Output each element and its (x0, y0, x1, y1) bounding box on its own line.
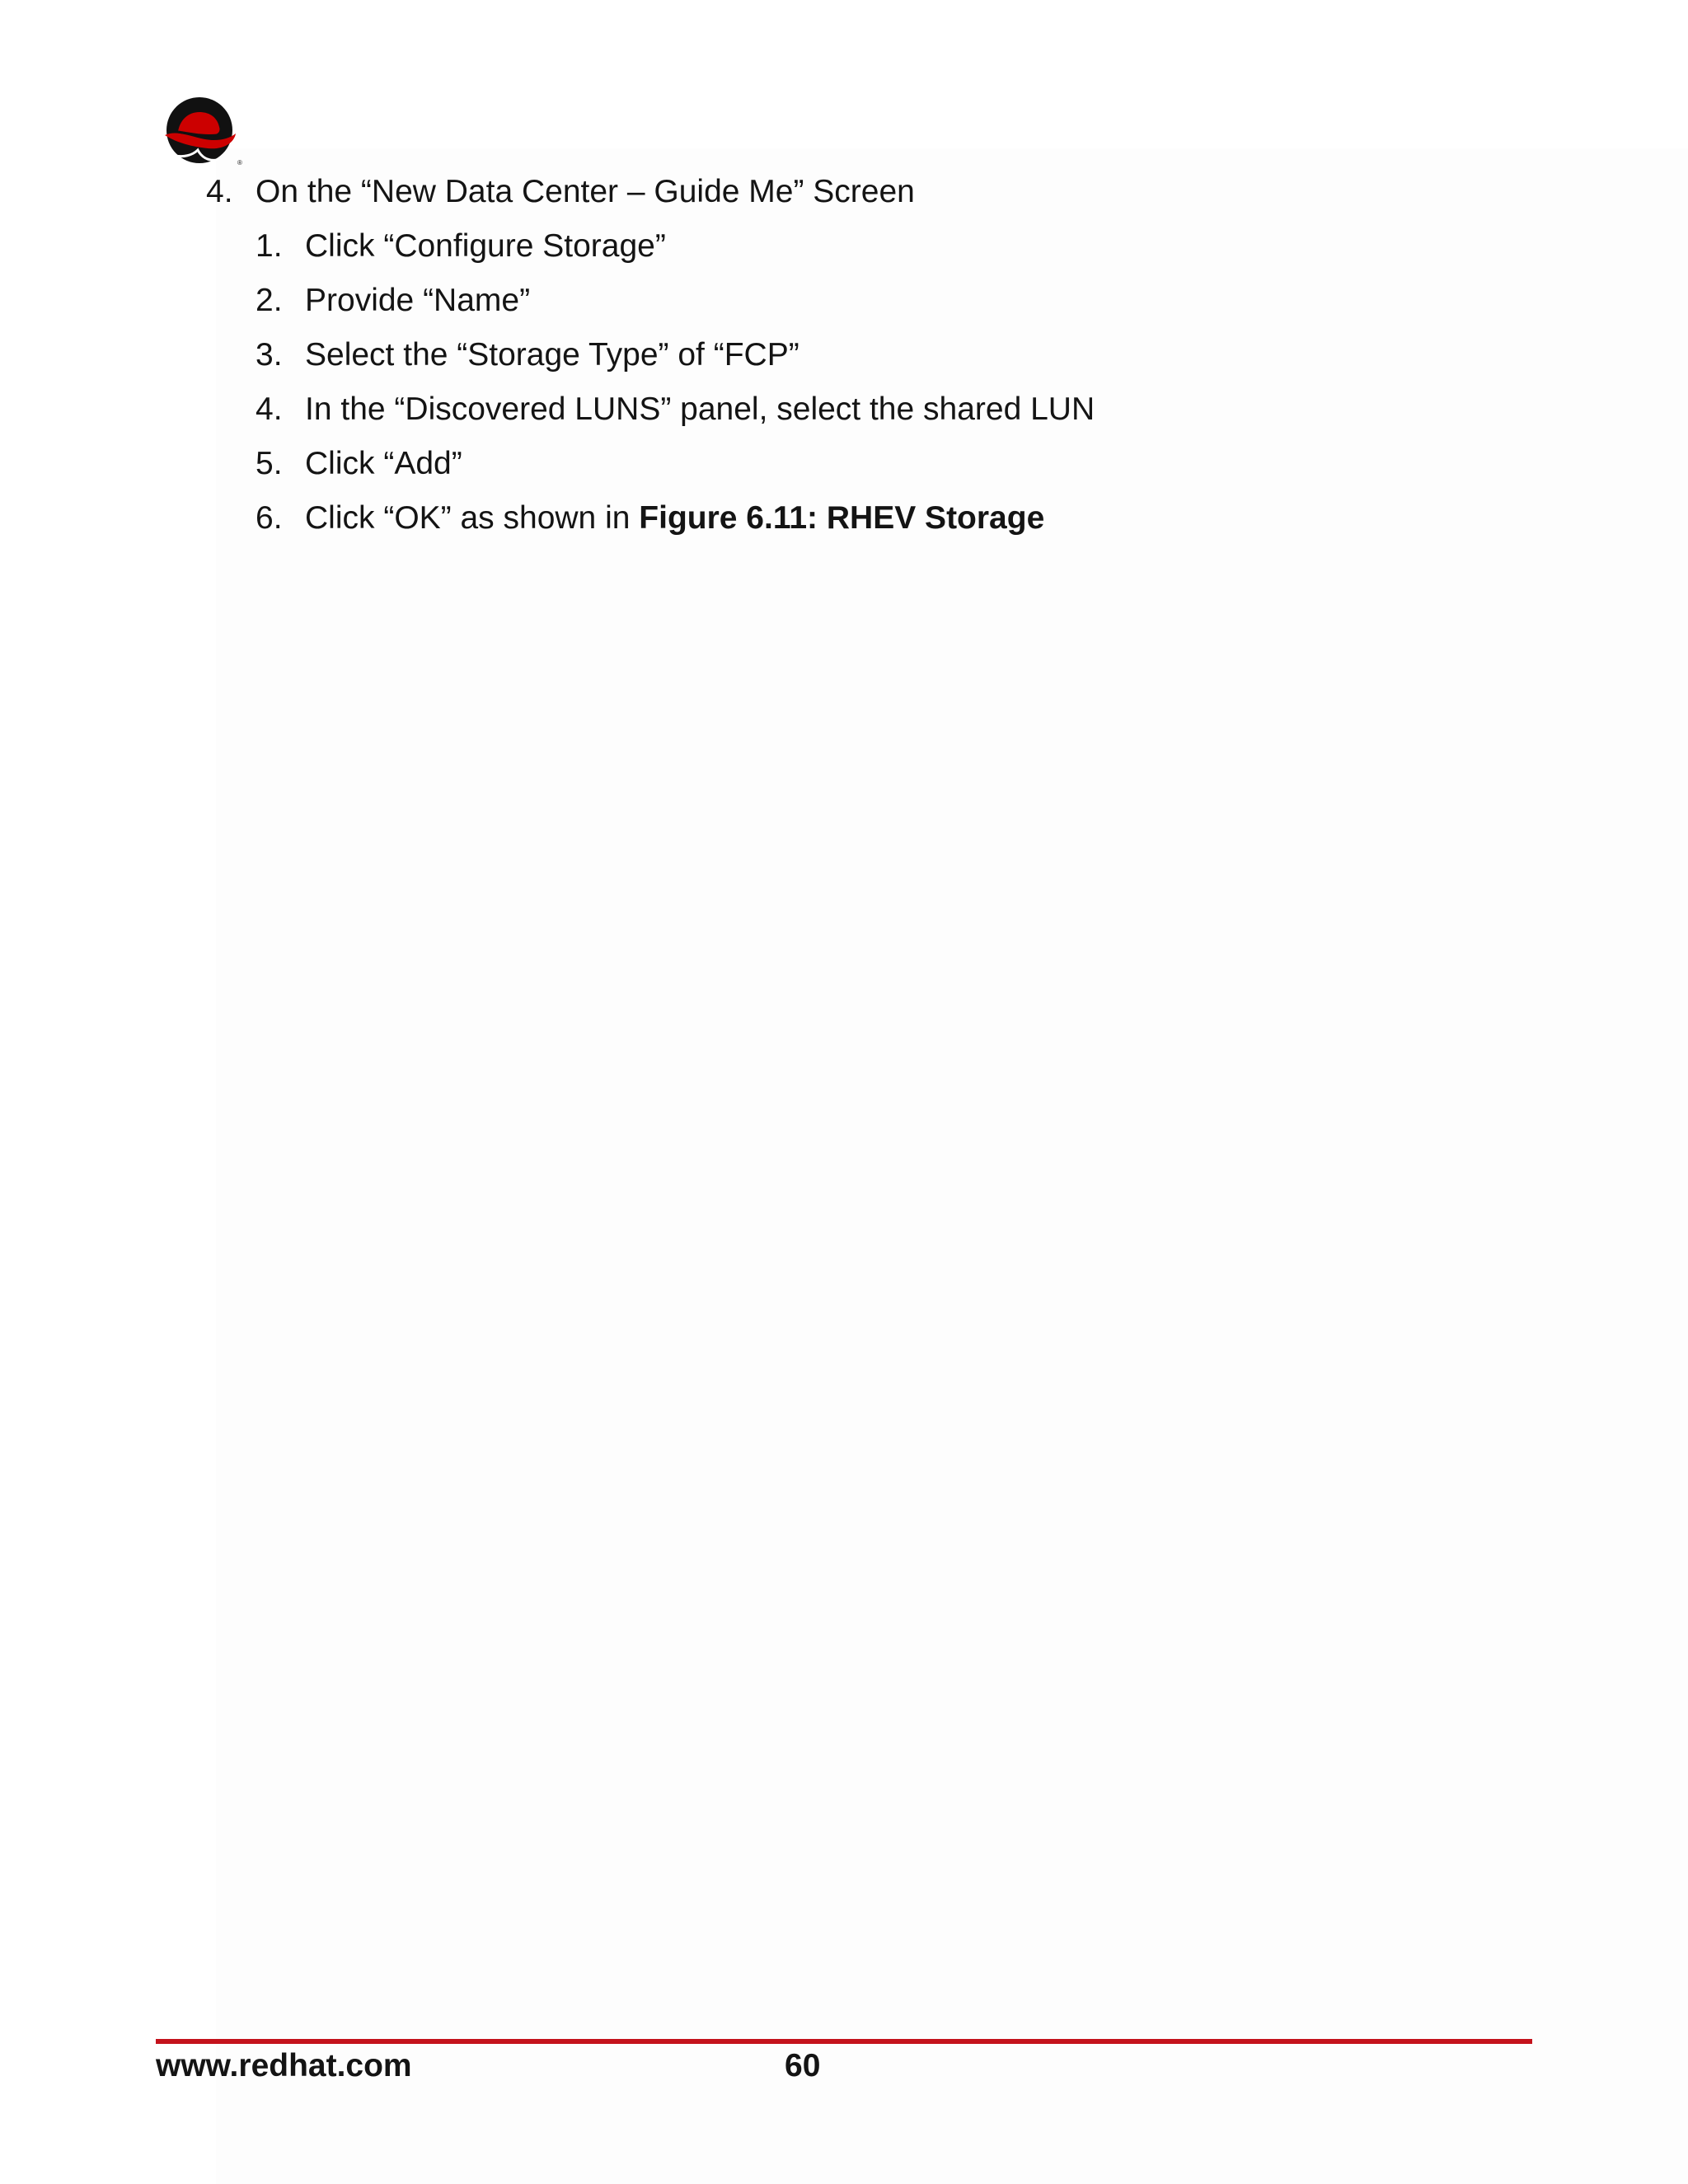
substep-number: 2. (256, 283, 283, 318)
substep-number: 5. (256, 446, 283, 481)
substep-text-plain: Click “OK” as shown in (305, 500, 640, 536)
substep-text: Select the “Storage Type” of “FCP” (305, 337, 799, 373)
substep-text (305, 499, 1044, 537)
footer-divider (156, 2039, 1532, 2044)
step-number: 4. (206, 174, 233, 209)
footer-url[interactable]: www.redhat.com (156, 2048, 412, 2083)
substep-number: 1. (256, 228, 283, 264)
registered-mark: ® (237, 159, 242, 166)
substep-number: 4. (256, 391, 283, 427)
red-hat-logo-icon (153, 97, 246, 168)
substep-text: Provide “Name” (305, 283, 531, 318)
page-number: 60 (785, 2048, 821, 2083)
substep-number: 3. (256, 337, 283, 373)
step-text: On the “New Data Center – Guide Me” Screen (256, 174, 915, 209)
substep-text: Click “Add” (305, 446, 462, 481)
substep-text: In the “Discovered LUNS” panel, select the shared LUN (305, 391, 1095, 427)
substep-number: 6. (256, 500, 283, 536)
figure-reference-link: Figure 6.11: RHEV Storage (639, 500, 1045, 536)
substep-text: Click “Configure Storage” (305, 228, 666, 264)
